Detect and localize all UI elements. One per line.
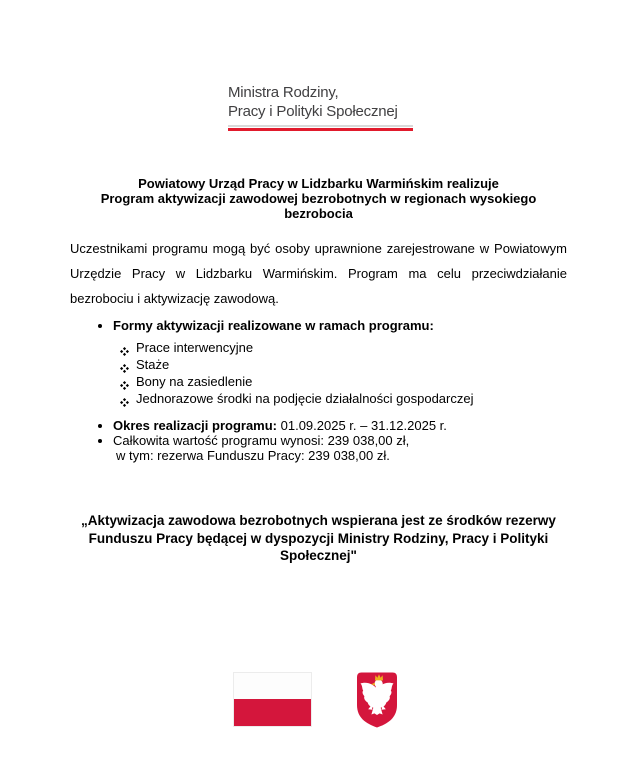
title-line: Program aktywizacji zawodowej bezrobotnych w regionach wysokiego	[100, 191, 537, 206]
title-line: Powiatowy Urząd Pracy w Lidzbarku Warmińskim realizuje	[138, 176, 499, 191]
list-item-label: Prace interwencyjne	[136, 340, 254, 355]
eagle-emblem-icon	[353, 670, 401, 730]
quote-line: „Aktywizacja zawodowa bezrobotnych wspierana jest ze środków rezerwy	[81, 513, 556, 528]
flag-underline-red-stripe	[228, 128, 413, 131]
flag-red-stripe	[234, 699, 311, 726]
activation-forms-heading: Formy aktywizacji realizowane w ramach programu:	[70, 318, 567, 333]
bullet-icon	[98, 324, 102, 328]
bullet-icon	[98, 424, 102, 428]
quote-line: Funduszu Pracy będącej w dyspozycji Ministry Rodziny, Pracy i Polityki	[88, 530, 549, 546]
list-item-label: Jednorazowe środki na podjęcie działalności gospodarczej	[136, 391, 474, 406]
funding-quote	[70, 512, 567, 565]
document-title	[70, 176, 567, 221]
flag-white-stripe	[234, 673, 311, 699]
ministry-logo	[228, 83, 413, 131]
period-value: 01.09.2025 r. – 31.12.2025 r.	[277, 418, 447, 433]
list-item	[70, 390, 567, 407]
total-value-line: Całkowita wartość programu wynosi: 239 038,00 zł,	[113, 433, 410, 448]
list-item-label: Bony na zasiedlenie	[136, 374, 253, 389]
activation-forms-section	[70, 318, 567, 407]
title-line: bezrobocia	[284, 206, 353, 221]
reserve-fund-line: w tym: rezerwa Funduszu Pracy: 239 038,00 zł.	[116, 448, 390, 463]
list-item-label: Staże	[136, 357, 170, 372]
program-details-section	[70, 418, 567, 463]
program-period-item	[70, 418, 567, 433]
diamond-bullet-icon	[120, 394, 129, 411]
list-item	[70, 356, 567, 373]
program-value-item	[70, 433, 567, 463]
intro-paragraph: Uczestnikami programu mogą być osoby uprawnione zarejestrowane w Powiatowym Urzędzie Pracy w Lidzbarku Warmińskim. Program ma celu przeciwdziałanie bezrobociu i aktywizację zawodową.	[70, 241, 567, 306]
ministry-logo-line1: Ministra Rodziny,	[228, 84, 339, 101]
list-item	[70, 339, 567, 356]
bullet-icon	[98, 439, 102, 443]
activation-forms-list	[70, 339, 567, 407]
poland-coat-of-arms	[353, 670, 401, 735]
list-item	[70, 373, 567, 390]
ministry-logo-line2: Pracy i Polityki Społecznej	[228, 103, 398, 120]
poland-flag	[233, 672, 312, 727]
flag-underline	[228, 125, 413, 131]
quote-line: Społecznej"	[280, 548, 357, 563]
period-label: Okres realizacji programu:	[113, 418, 278, 433]
